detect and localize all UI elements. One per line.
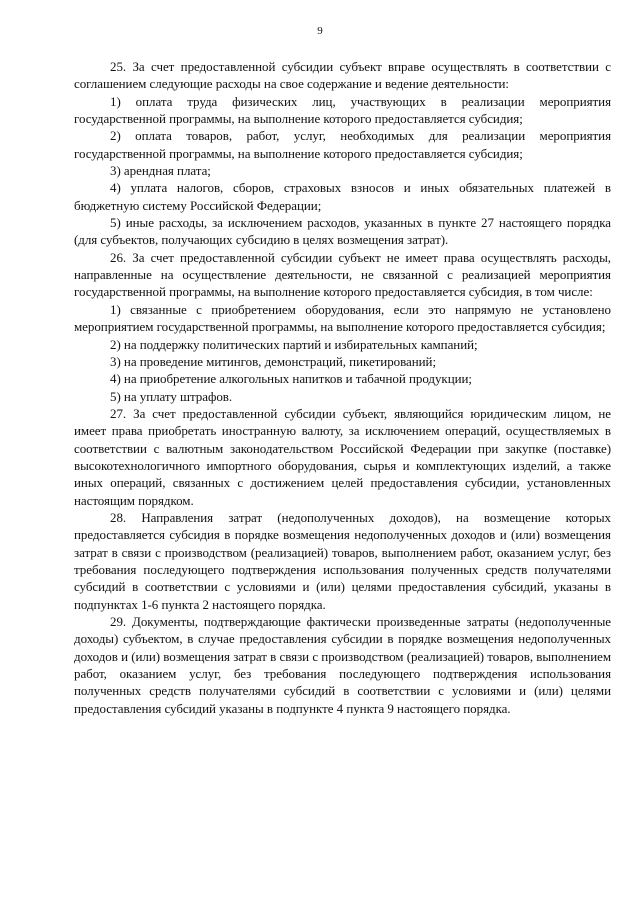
paragraph-25-item-4: 4) уплата налогов, сборов, страховых взносов и иных обязательных платежей в бюджетную систему Российской Федерации; bbox=[74, 180, 611, 213]
paragraph-25: 25. За счет предоставленной субсидии субъект вправе осуществлять в соответствии с соглашением следующие расходы на свое содержание и ведение деятельности: bbox=[74, 59, 611, 92]
paragraph-25-item-2: 2) оплата товаров, работ, услуг, необходимых для реализации мероприятия государственной программы, на выполнение которого предоставляется субсидия; bbox=[74, 128, 611, 161]
page-number: 9 bbox=[317, 25, 323, 37]
document-body bbox=[74, 58, 611, 717]
paragraph-26-item-1: 1) связанные с приобретением оборудования, если это напрямую не установлено мероприятием государственной программы, на выполнение которого предоставляется субсидия; bbox=[74, 301, 611, 335]
paragraph-26-item-4: 4) на приобретение алкогольных напитков и табачной продукции; bbox=[110, 371, 472, 387]
paragraph-26: 26. За счет предоставленной субсидии субъект не имеет права осуществлять расходы, направленные на осуществление деятельности, не связанной с реализацией мероприятия государственной программы, на выполнение которого предоставляется субсидия, в том числе: bbox=[74, 249, 611, 300]
paragraph-26-item-2: 2) на поддержку политических партий и избирательных кампаний; bbox=[110, 336, 478, 352]
paragraph-26-item-5: 5) на уплату штрафов. bbox=[110, 388, 233, 404]
paragraph-29: 29. Документы, подтверждающие фактически произведенные затраты (недополученные доходы) субъектом, в случае предоставления субсидии в порядке возмещения недополученных доходов и (или) возмещения затрат в связи с производством (реализацией) товаров, выполнением работ, оказанием услуг, без требования последующего подтверждения использования полученных средств получателями субсидий в соответствии с условиями и (или) целями предоставления субсидий указаны в подпункте 4 пункта 9 настоящего порядка. bbox=[74, 614, 611, 716]
paragraph-25-item-5: 5) иные расходы, за исключением расходов, указанных в пункте 27 настоящего порядка (для субъектов, получающих субсидию в целях возмещения затрат). bbox=[74, 215, 611, 248]
paragraph-28: 28. Направления затрат (недополученных доходов), на возмещение которых предоставляется субсидия в порядке возмещения недополученных доходов и (или) возмещения затрат в связи с производством (реализацией) товаров, выполнением работ, оказанием услуг, без требования последующего подтверждения использования полученных средств получателями субсидий в соответствии с условиями и (или) целями предоставления субсидий, указаны в подпунктах 1-6 пункта 2 настоящего порядка. bbox=[74, 509, 611, 612]
paragraph-26-item-3: 3) на проведение митингов, демонстраций, пикетирований; bbox=[110, 353, 437, 369]
paragraph-25-item-3: 3) арендная плата; bbox=[110, 163, 211, 179]
paragraph-27: 27. За счет предоставленной субсидии субъект, являющийся юридическим лицом, не имеет права приобретать иностранную валюту, за исключением операций, осуществляемых в соответствии с валютным законодательством Российской Федерации при закупке (поставке) высокотехнологичного импортного оборудования, сырья и комплектующих изделий, а также иных операций, связанных с достижением целей предоставления субсидии, установленных настоящим порядком. bbox=[74, 405, 611, 508]
paragraph-25-item-1: 1) оплата труда физических лиц, участвующих в реализации мероприятия государственной программы, на выполнение которого предоставляется субсидия; bbox=[74, 93, 611, 127]
